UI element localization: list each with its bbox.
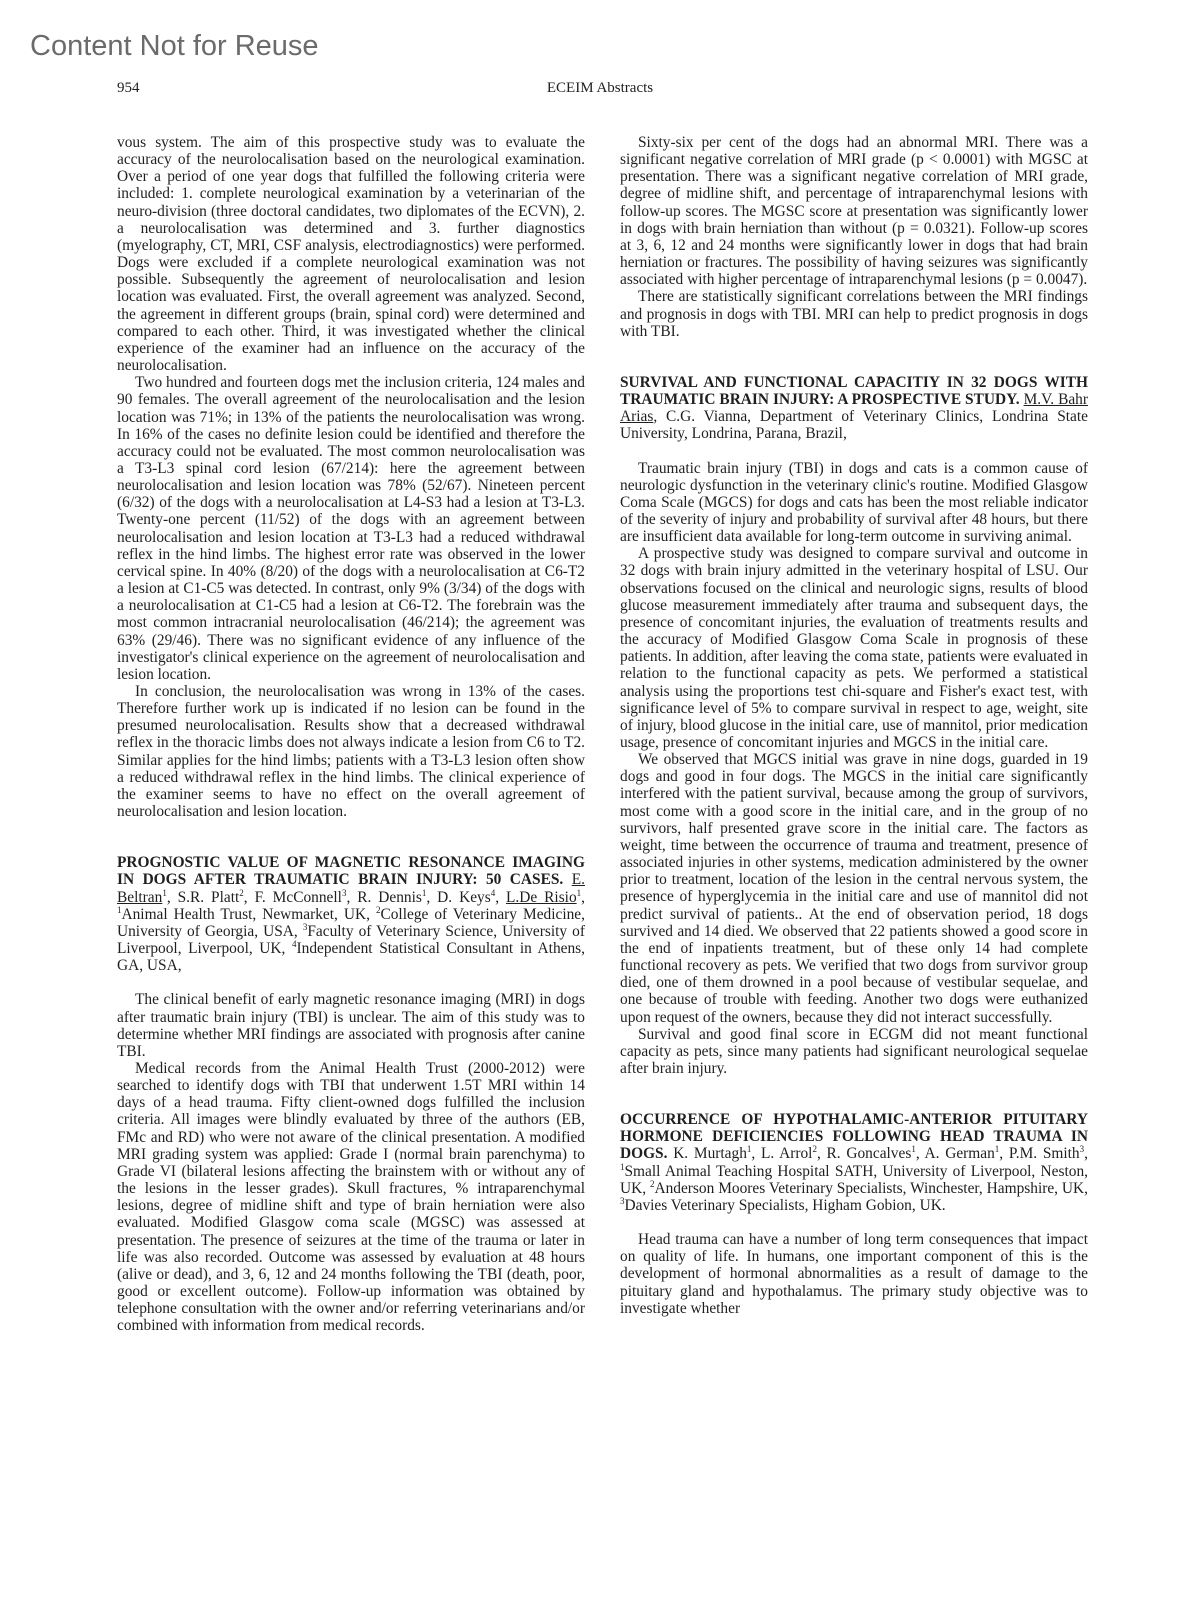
affiliation-marker: 3 — [302, 921, 308, 932]
affiliation-marker: 1 — [117, 904, 122, 915]
affiliation-marker: 1 — [911, 1144, 916, 1155]
page-number: 954 — [117, 80, 140, 96]
authors-affiliation: , C.G. Vianna, Department of Veterinary Clinics, Londrina State University, Londrina, Parana, Brazil, — [620, 408, 1088, 443]
author: , R. Dennis — [346, 888, 422, 906]
affiliation: Animal Health Trust, Newmarket, UK, — [121, 905, 376, 923]
paragraph: In conclusion, the neurolocalisation was wrong in 13% of the cases. Therefore further work up is indicated if no lesion can be found in the presumed neurolocalisation. Results show that a decreased withdrawal reflex in the thoracic limbs does not always indicate a lesion from C6 to T2. Similar applies for the hind limbs; patients with a T3-L3 lesion often show a reduced withdrawal reflex in the hind limbs. The clinical experience of the examiner seems to have no effect on the overall agreement of neurolocalisation and lesion location. — [117, 683, 585, 821]
presenting-author: M.V. Bahr Arias — [620, 391, 1089, 426]
paragraph: There are statistically significant correlations between the MRI findings and prognosis in dogs with TBI. MRI can help to predict prognosis in dogs with TBI. — [620, 288, 1088, 340]
affiliation-marker: 2 — [239, 887, 244, 898]
presenting-author: E. Beltran — [117, 871, 585, 906]
affiliation-marker: 4 — [292, 938, 297, 949]
right-column — [620, 134, 1088, 1317]
affiliation-marker: 2 — [649, 1178, 655, 1189]
watermark: Content Not for Reuse — [30, 30, 319, 62]
spacer — [620, 1077, 1088, 1111]
affiliation-marker: 1 — [746, 1144, 752, 1155]
paragraph: We observed that MGCS initial was grave in nine dogs, guarded in 19 dogs and good in four dogs. The MGCS in the initial care significantly interfered with the patient survival, because among the group of survivors, most come with a good score in the initial care, and in the group of no survivors, half presented grave score in the initial care. The factors as weight, time between the occurrence of trauma and treatment, presence of associated injuries in other systems, medication administered by the owner prior to treatment, location of the lesion in the central nervous system, the presence of hyperglycemia in the initial care and use of mannitol did not predict survival of patients.. At the end of observation period, 18 dogs survived and 14 died. We observed that 22 patients showed a good score in the end of inpatients treatment, but of these only 14 had complete functional recovery as pets. We verified that two dogs from survivor group died, one of them drowned in a pool because of vestibular sequelae, and one because of trouble with feeding. Another two dogs were euthanized upon request of the owners, because they did not interact successfully. — [620, 751, 1088, 1026]
author: , F. McConnell — [243, 888, 342, 906]
author: , L. Arrol — [751, 1145, 813, 1163]
spacer — [620, 1214, 1088, 1231]
abstract-title: PROGNOSTIC VALUE OF MAGNETIC RESONANCE IMAGING IN DOGS AFTER TRAUMATIC BRAIN INJURY: 50 CASES. — [117, 854, 585, 889]
paragraph: vous system. The aim of this prospective study was to evaluate the accuracy of the neurolocalisation based on the neurological examination. Over a period of one year dogs that fulfilled the following criteria were included: 1. complete neurological examination by a veterinarian of the neuro-division (three doctoral candidates, two diplomates of the ECVN), 2. a neurolocalisation was determined and 3. further diagnostics (myelography, CT, MRI, CSF analysis, electrodiagnostics) were performed. Dogs were excluded if a complete neurological examination was not possible. Subsequently the agreement of neurolocalisation and lesion location was evaluated. First, the overall agreement was analyzed. Second, the agreement in different groups (brain, spinal cord) were determined and compared to each other. Third, it was investigated whether the clinical experience of the examiner had an influence on the accuracy of the neurolocalisation. — [117, 134, 585, 375]
affiliation-marker: 2 — [812, 1144, 817, 1155]
paragraph: A prospective study was designed to compare survival and outcome in 32 dogs with brain injury admitted in the veterinary hospital of LSU. Our observations focused on the clinical and neurologic signs, results of blood glucose measurement immediately after trauma and subsequent days, the presence of concomitant injuries, the evaluation of treatments results and the accuracy of Modified Glasgow Coma Scale in prognosis of these patients. In addition, after leaving the coma state, patients were evaluated in relation to the functional capacity as pets. We performed a statistical analysis using the proportions test chi-square and Fisher's exact test, with significance level of 5% to compare survival in respect to age, weight, site of injury, blood glucose in the initial care, use of mannitol, prior medication usage, presence of concomitant injuries and MGCS in the initial care. — [620, 545, 1088, 751]
affiliation: Small Animal Teaching Hospital SATH, University of Liverpool, Neston, UK, — [620, 1162, 1088, 1197]
author: , A. German — [915, 1145, 995, 1163]
author-separator: , — [495, 888, 507, 906]
abstract-heading: PROGNOSTIC VALUE OF MAGNETIC RESONANCE IMAGING IN DOGS AFTER TRAUMATIC BRAIN INJURY: 50 CASES. E. Beltran$^1$, S.R. Platt$^2$, F. McConnell$^3$, R. Dennis$^1$, D. Keys$^4$, L.De Risio$^1$, $^1$Animal Health Trust, Newmarket, UK, $^2$College of Veterinary Medicine, University of Georgia, USA, $^3$Faculty of Veterinary Science, University of Liverpool, Liverpool, UK, $^4$Independent Statistical Consultant in Athens, GA, USA, — [117, 854, 586, 975]
paragraph: Sixty-six per cent of the dogs had an abnormal MRI. There was a significant negative correlation of MRI grade (p < 0.0001) with MGSC at presentation. There was a significant negative correlation of MRI grade, degree of midline shift, and percentage of intraparenchymal lesions with follow-up scores. The MGSC score at presentation was significantly lower in dogs with brain herniation than without (p = 0.0321). Follow-up scores at 3, 6, 12 and 24 months were significantly lower in dogs that had brain herniation or fractures. The possibility of having seizures was significantly associated with higher percentage of intraparenchymal lesions (p = 0.0047). — [620, 134, 1088, 289]
abstract-heading — [620, 374, 1088, 443]
affiliation-marker: 1 — [620, 1161, 625, 1172]
abstract-title: SURVIVAL AND FUNCTIONAL CAPACITIY IN 32 DOGS WITH TRAUMATIC BRAIN INJURY: A PROSPECTIVE STUDY. — [620, 373, 1088, 409]
affiliation: Davies Veterinary Specialists, Higham Gobion, UK. — [624, 1196, 946, 1214]
affiliation-marker: 1 — [162, 887, 167, 898]
author: , R. Goncalves — [816, 1145, 912, 1163]
affiliation-marker: 3 — [341, 887, 347, 898]
affiliation-marker: 3 — [1079, 1144, 1085, 1155]
paragraph: Two hundred and fourteen dogs met the inclusion criteria, 124 males and 90 females. The overall agreement of the neurolocalisation and the lesion location was 71%; in 13% of the patients the neurolocalisation was wrong. In 16% of the cases no definite lesion could be identified and therefore the accuracy could not be evaluated. The most common neurolocalisation was a T3-L3 spinal cord lesion (67/214): here the agreement between neurolocalisation and lesion location was 78% (52/67). Nineteen percent (6/32) of the dogs with a neurolocalisation at L4-S3 had a lesion at T3-L3. Twenty-one percent (11/52) of the dogs with an agreement between neurolocalisation and lesion location at T3-L3 had a reduced withdrawal reflex in the hind limbs. The highest error rate was observed in the lower cervical spine. In 40% (8/20) of the dogs with a neurolocalisation at C6-T2 a lesion at C1-C5 was detected. In contrast, only 9% (3/34) of the dogs with a neurolocalisation at C1-C5 had a lesion at C6-T2. The forebrain was the most common intracranial neurolocalisation (46/214); the agreement was 63% (29/46). There was no significant evidence of any influence of the investigator's clinical experience on the agreement of neurolocalisation and lesion location. — [117, 374, 585, 683]
abstract-title: OCCURRENCE OF HYPOTHALAMIC-ANTERIOR PITUITARY HORMONE DEFICIENCIES FOLLOWING HEAD TRAUMA IN DOGS. — [620, 1111, 1088, 1163]
author: , P.M. Smith — [999, 1145, 1080, 1163]
paragraph: Survival and good final score in ECGM did not meant functional capacity as pets, since many patients had significant neurological sequelae after brain injury. — [620, 1025, 1088, 1077]
affiliation: Independent Statistical Consultant in Athens, GA, USA, — [117, 940, 586, 975]
affiliation: College of Veterinary Medicine, University of Georgia, USA, — [117, 905, 585, 940]
paragraph: Medical records from the Animal Health Trust (2000-2012) were searched to identify dogs with TBI that underwent 1.5T MRI within 14 days of a head trauma. Fifty client-owned dogs fulfilled the inclusion criteria. All images were blindly evaluated by three of the authors (EB, FMc and RD) who were not aware of the clinical presentation. A modified MRI grading system was applied: Grade I (normal brain parenchyma) to Grade VI (bilateral lesions affecting the brainstem with or without any of the lesions in the lesser grades). Skull fractures, % intraparenchymal lesions, degree of midline shift and type of brain herniation were also evaluated. Modified Glasgow coma scale (MGSC) was assessed at presentation. The presence of seizures at the time of the trauma or later in life was also recorded. Outcome was assessed by evaluation at 48 hours (alive or dead), and 3, 6, 12 and 24 months following the TBI (death, poor, good or excellent outcome). Follow-up information was obtained by telephone consultation with the owner and/or referring veterinarians and/or combined with information from medical records. — [117, 1059, 585, 1335]
affiliation: Anderson Moores Veterinary Specialists, Winchester, Hampshire, UK, — [654, 1179, 1088, 1197]
spacer — [117, 974, 585, 991]
spacer — [620, 443, 1088, 460]
affiliation-marker: 4 — [490, 887, 496, 898]
author: K. Murtagh — [667, 1145, 747, 1163]
spacer — [117, 820, 585, 854]
author: , S.R. Platt — [166, 888, 240, 906]
abstract-heading: OCCURRENCE OF HYPOTHALAMIC-ANTERIOR PITUITARY HORMONE DEFICIENCIES FOLLOWING HEAD TRAUMA IN DOGS. K. Murtagh$^1$, L. Arrol$^2$, R. Goncalves$^1$, A. German$^1$, P.M. Smith$^3$, $^1$Small Animal Teaching Hospital SATH, University of Liverpool, Neston, UK, $^2$Anderson Moores Veterinary Specialists, Winchester, Hampshire, UK, $^3$Davies Veterinary Specialists, Higham Gobion, UK. — [620, 1111, 1088, 1214]
paragraph: Head trauma can have a number of long term consequences that impact on quality of life. In humans, one important component of this is the development of hormonal abnormalities as a result of damage to the pituitary gland and hypothalamus. The primary study objective was to investigate whether — [620, 1231, 1088, 1317]
affiliation-marker: 3 — [620, 1195, 625, 1206]
affiliation-marker: 1 — [421, 887, 427, 898]
left-column — [117, 134, 585, 1334]
spacer — [620, 340, 1088, 374]
affiliation-marker: 2 — [375, 904, 381, 915]
running-head: ECEIM Abstracts — [546, 80, 654, 96]
presenting-author: L.De Risio — [506, 888, 577, 906]
affiliation: Faculty of Veterinary Science, University of Liverpool, Liverpool, UK, — [117, 922, 585, 958]
paragraph: The clinical benefit of early magnetic resonance imaging (MRI) in dogs after traumatic brain injury (TBI) is unclear. The aim of this study was to determine whether MRI findings are associated with prognosis after canine TBI. — [117, 991, 585, 1060]
paragraph: Traumatic brain injury (TBI) in dogs and cats is a common cause of neurologic dysfunction in the veterinary clinic's routine. Modified Glasgow Coma Scale (MGCS) for dogs and cats has been the most reliable indicator of the severity of injury and probability of survival after 48 hours, but there are insufficient data available for long-term outcome in surviving animal. — [620, 459, 1088, 546]
author: , D. Keys — [426, 888, 491, 906]
affiliation-marker: 1 — [994, 1144, 1000, 1155]
affiliation-marker: 1 — [576, 887, 582, 898]
